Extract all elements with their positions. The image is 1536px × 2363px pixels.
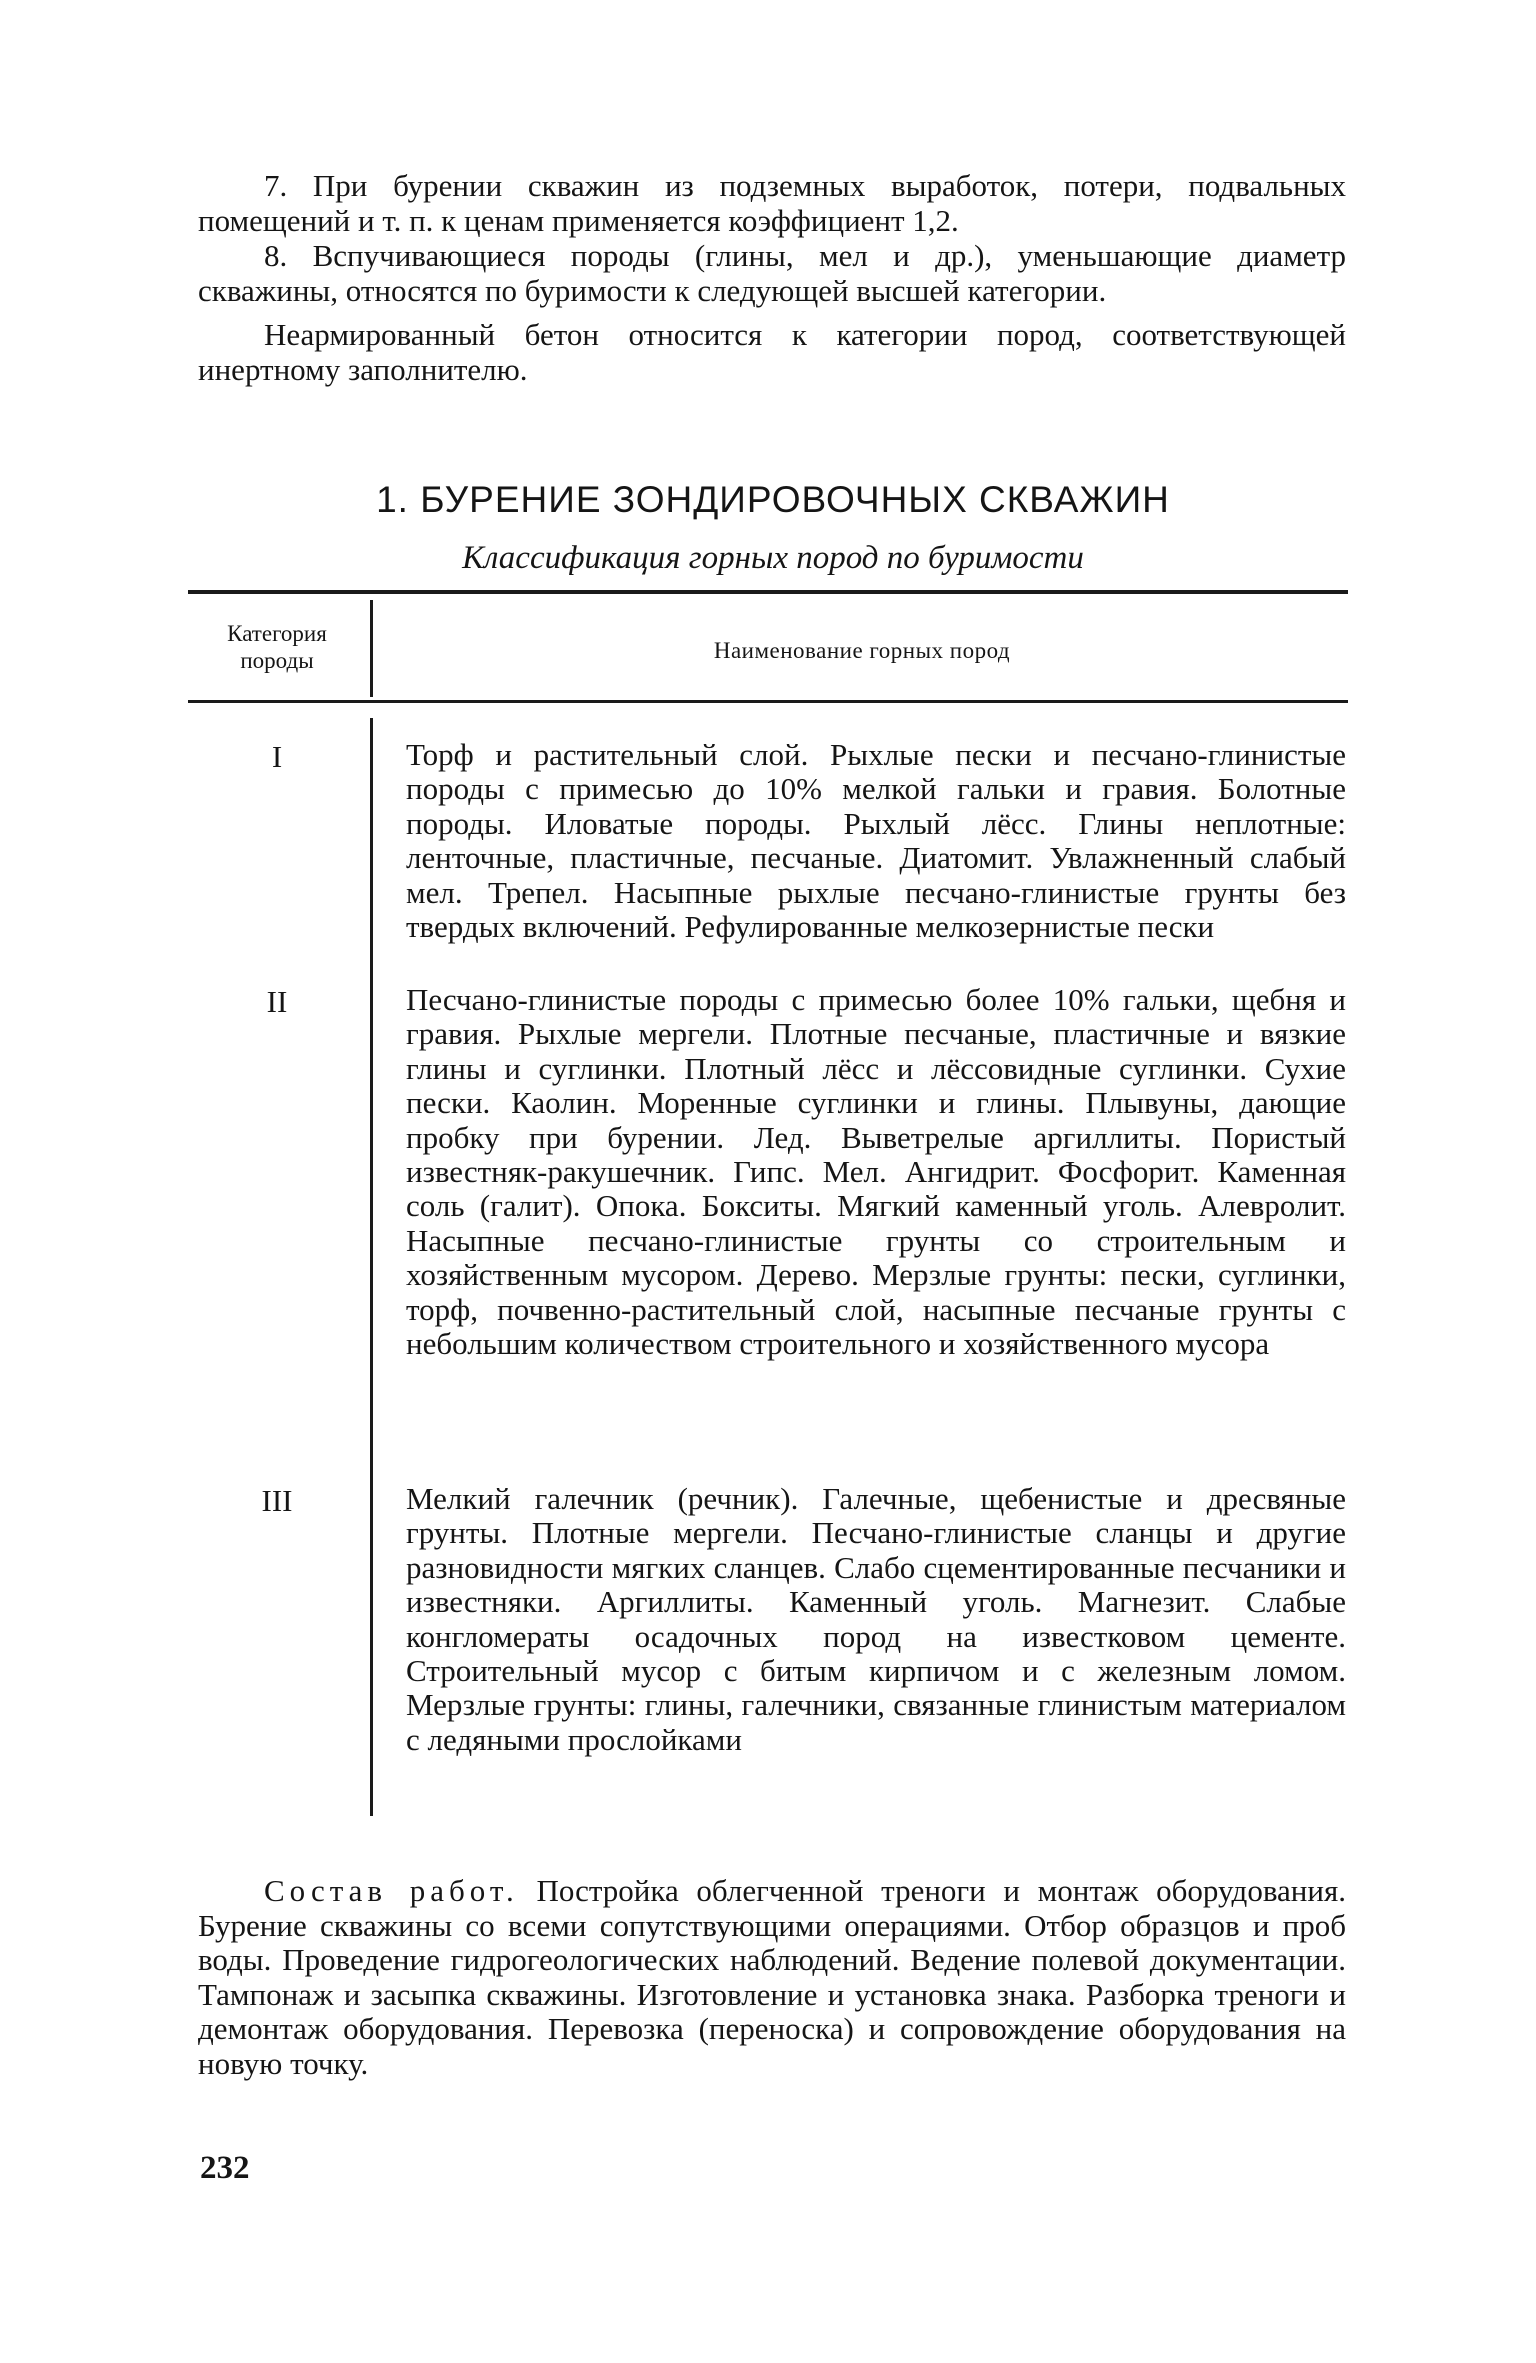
note-7: 7. При бурении скважин из подземных выработок, потери, подвальных помещений и т. п. к ценам применяется коэффициент 1,2.: [198, 168, 1346, 238]
table-header-divider: [370, 600, 373, 697]
row-3-text: Мелкий галечник (речник). Галечные, щебенистые и дресвяные грунты. Плотные мергели. Песчано-глинистые сланцы и другие разновидности мягких сланцев. Слабо сцементированные песчаники и известняки. Аргиллиты. Каменный уголь. Магнезит. Слабые конгломераты осадочных пород на известковом цементе. Строительный мусор с битым кирпичом и с железным ломом. Мерзлые грунты: глины, галечники, связанные глинистым материалом с ледяными прослойками: [406, 1481, 1346, 1757]
row-1-text: Торф и растительный слой. Рыхлые пески и песчано-глинистые породы с примесью до 10% мелкой гальки и гравия. Болотные породы. Иловатые породы. Рыхлый лёсс. Глины неплотные: ленточные, пластичные, песчаные. Диатомит. Увлажненный слабый мел. Трепел. Насыпные рыхлые песчано-глинистые грунты без твердых включений. Рефулированные мелкозернистые пески: [406, 737, 1346, 945]
intro-notes: [198, 168, 1346, 387]
table-row-description: [406, 983, 1346, 1361]
table-row-description: [406, 1482, 1346, 1757]
table-row-category: III: [261, 1483, 293, 1518]
concrete-note: Неармированный бетон относится к категории пород, соответствующей инертному заполнителю.: [198, 317, 1346, 387]
table-header-rule: [188, 700, 1348, 703]
table-row-description: [406, 738, 1346, 944]
table-row-category: II: [266, 984, 288, 1019]
table-header-rock-names: Наименование горных пород: [713, 638, 1011, 663]
table-top-rule: [188, 590, 1348, 594]
work-composition: [198, 1874, 1346, 2081]
table-row-category: I: [271, 739, 283, 774]
work-composition-text: Постройка облегченной треноги и монтаж оборудования. Бурение скважины со всеми сопутствующими операциями. Отбор образцов и проб воды. Проведение гидрогеологических наблюдений. Ведение полевой документации. Тампонаж и засыпка скважины. Изготовление и установка знака. Разборка треноги и демонтаж оборудования. Перевозка (переноска) и сопровождение оборудования на новую точку.: [198, 1873, 1346, 2081]
work-composition-label: Состав работ.: [264, 1873, 519, 1908]
table-header-category: Категория породы: [227, 621, 327, 673]
page-number: 232: [200, 2150, 250, 2186]
note-8: 8. Вспучивающиеся породы (глины, мел и др.), уменьшающие диаметр скважины, относятся по буримости к следующей высшей категории.: [198, 238, 1346, 308]
section-title: 1. БУРЕНИЕ ЗОНДИРОВОЧНЫХ СКВАЖИН: [376, 479, 1170, 520]
section-subtitle: Классификация горных пород по буримости: [462, 540, 1084, 576]
row-2-text: Песчано-глинистые породы с примесью более 10% гальки, щебня и гравия. Рыхлые мергели. Плотные песчаные, пластичные и вязкие глины и суглинки. Плотный лёсс и лёссовидные суглинки. Сухие пески. Каолин. Моренные суглинки и глины. Плывуны, дающие пробку при бурении. Лед. Выветрелые аргиллиты. Пористый известняк-ракушечник. Гипс. Мел. Ангидрит. Фосфорит. Каменная соль (галит). Опока. Бокситы. Мягкий каменный уголь. Алевролит. Насыпные песчано-глинистые грунты со строительным и хозяйственным мусором. Дерево. Мерзлые грунты: пески, суглинки, торф, почвенно-растительный слой, насыпные песчаные грунты с небольшим количеством строительного и хозяйственного мусора: [406, 982, 1346, 1362]
table-body-divider: [370, 718, 373, 1816]
